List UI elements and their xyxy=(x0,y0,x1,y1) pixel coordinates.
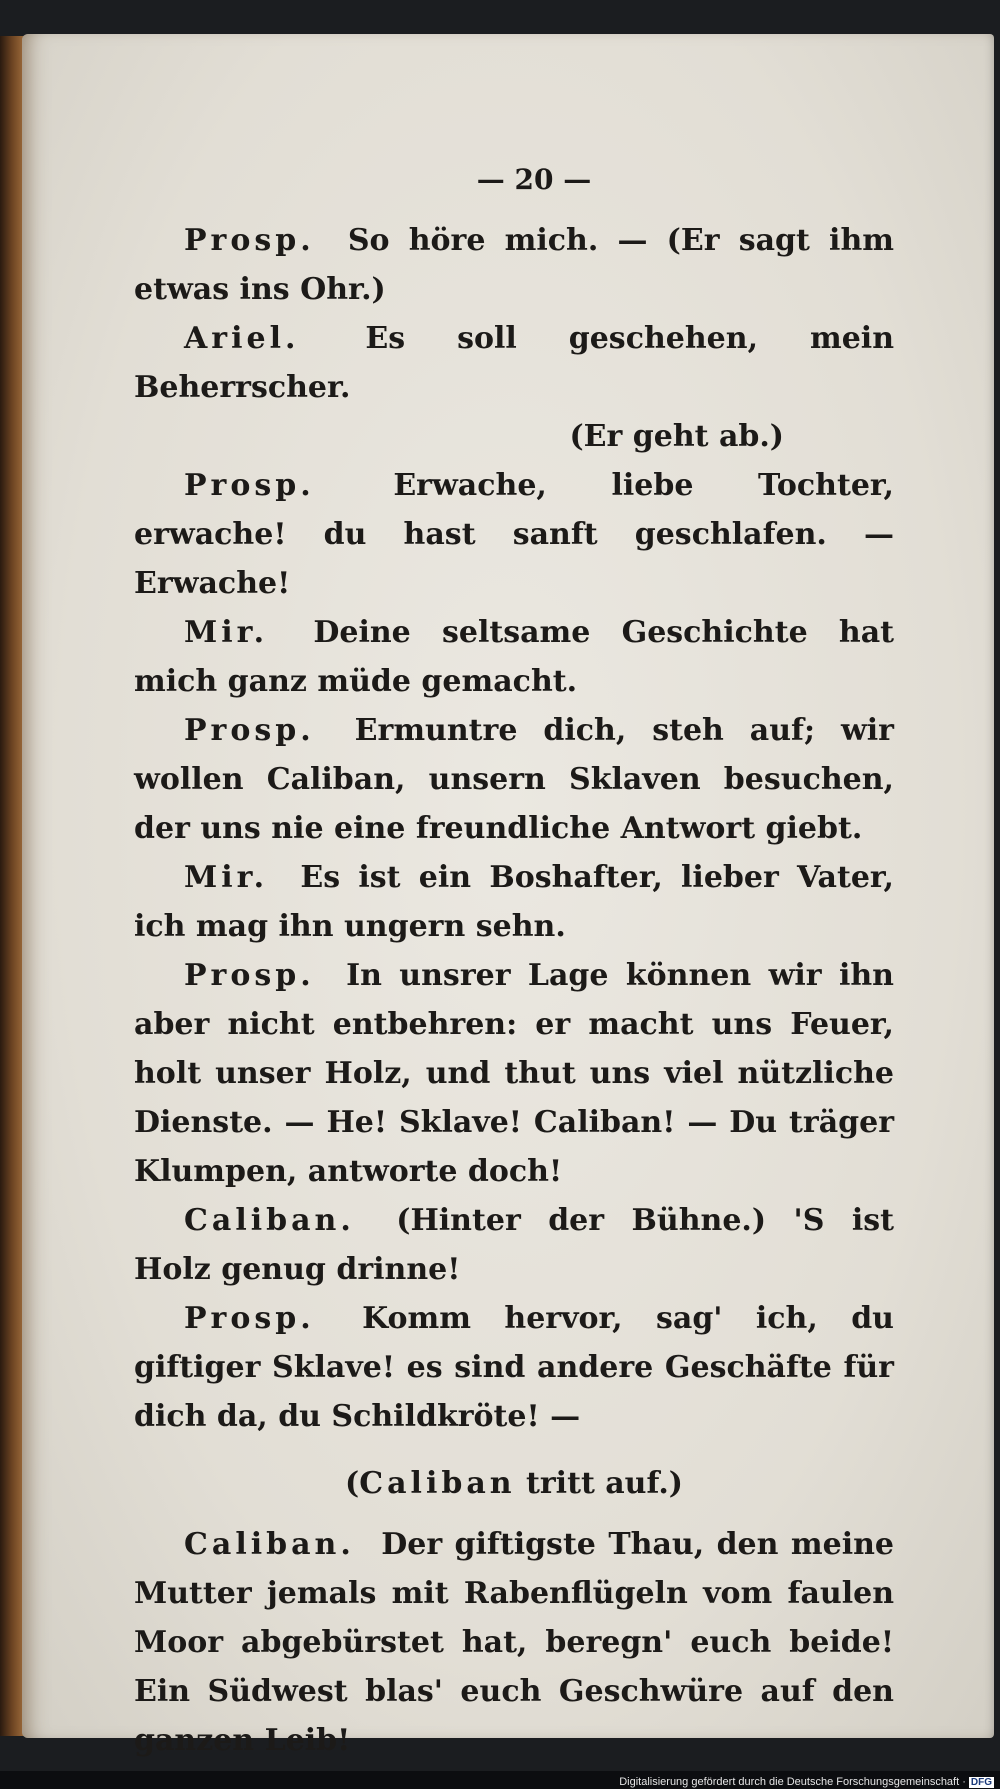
paragraph xyxy=(134,1196,894,1294)
paragraph xyxy=(134,1294,894,1441)
stage-direction: (Er sagt ihm etwas ins Ohr.) xyxy=(134,223,894,307)
entrance-character: Caliban xyxy=(359,1466,516,1501)
dialogue-text: So höre mich. — xyxy=(347,223,667,258)
speaker-name: Prosp. xyxy=(184,468,315,503)
paragraph xyxy=(134,951,894,1196)
speaker-name: Mir. xyxy=(184,860,269,895)
digitization-credit xyxy=(619,1776,994,1788)
credit-text: Digitalisierung gefördert durch die Deutsche Forschungsgemeinschaft · xyxy=(619,1776,966,1788)
speaker-name: Mir. xyxy=(184,615,269,650)
paragraph xyxy=(134,314,894,412)
dialogue-text: Der giftigste Thau, den meine Mutter jemals mit Rabenflügeln vom faulen Moor abgebürstet hat, beregn' euch beide! Ein Südwest blas' euch Geschwüre auf den ganzen Leib! xyxy=(134,1527,895,1758)
stage-direction: (Hinter der Bühne.) xyxy=(396,1203,767,1238)
page-number: — 20 — xyxy=(476,163,592,196)
entrance-open: ( xyxy=(345,1466,360,1501)
dialogue-text: Es ist ein Boshafter, lieber Vater, ich mag ihn ungern sehn. xyxy=(134,860,894,944)
dialogue-text: Erwache, liebe Tochter, erwache! du hast sanft geschlafen. — Erwache! xyxy=(134,468,895,601)
speaker-name: Caliban. xyxy=(184,1527,355,1562)
paragraph xyxy=(134,706,894,853)
speaker-name: Caliban. xyxy=(184,1203,355,1238)
dialogue-text: Komm hervor, sag' ich, du giftiger Sklave! es sind andere Geschäfte für dich da, du Schildkröte! — xyxy=(134,1301,894,1434)
paragraph xyxy=(134,461,894,608)
speaker-name: Ariel. xyxy=(184,321,300,356)
entrance-rest: tritt auf.) xyxy=(515,1466,683,1501)
dialogue-text: Ermuntre dich, steh auf; wir wollen Caliban, unsern Sklaven besuchen, der uns nie eine freundliche Antwort giebt. xyxy=(134,713,894,846)
speaker-name: Prosp. xyxy=(184,958,315,993)
stage-direction-entrance xyxy=(134,1459,894,1508)
dialogue-text: Deine seltsame Geschichte hat mich ganz müde gemacht. xyxy=(134,615,894,699)
page-text xyxy=(134,150,894,1765)
paragraph xyxy=(134,216,894,314)
dialogue-text: Es soll geschehen, mein Beherrscher. xyxy=(134,321,895,405)
paragraph xyxy=(134,853,894,951)
dfg-logo: DFG xyxy=(970,1777,992,1788)
speaker-name: Prosp. xyxy=(184,713,315,748)
speaker-name: Prosp. xyxy=(184,1301,315,1336)
paragraph xyxy=(134,1520,894,1765)
stage-direction-exit: (Er geht ab.) xyxy=(569,419,784,454)
dialogue-text: In unsrer Lage können wir ihn aber nicht entbehren: er macht uns Feuer, holt unser Holz, und thut uns viel nützliche Dienste. — He! Sklave! Caliban! — Du träger Klumpen, antworte doch! xyxy=(134,958,894,1189)
speaker-name: Prosp. xyxy=(184,223,315,258)
dialogue-text: 'S ist Holz genug drinne! xyxy=(134,1203,894,1287)
paragraph xyxy=(134,608,894,706)
